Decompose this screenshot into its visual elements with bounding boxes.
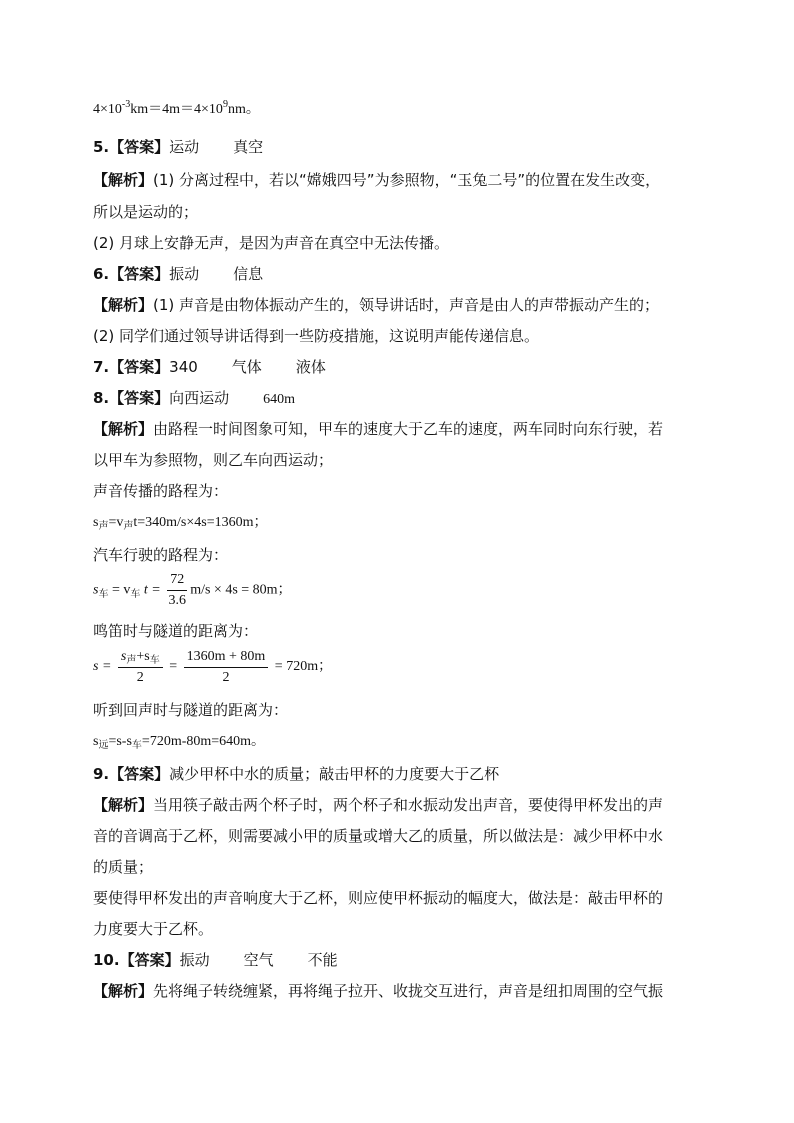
explanation-text: (1) 分离过程中，若以“嫦娥四号”为参照物，“玉兔二号”的位置在发生改变， [153, 171, 661, 189]
q6-answer-line [93, 264, 263, 284]
answer-text: 运动 [169, 138, 200, 156]
formula-subscript: 远 [98, 740, 109, 751]
explanation-text: 音的音调高于乙杯，则需要减小甲的质量或增大乙的质量，所以做法是：减少甲杯中水 [93, 827, 664, 845]
q5-explanation-line [93, 170, 660, 190]
q8-explanation-line [93, 545, 228, 565]
q8-explanation-line [93, 450, 333, 470]
explanation-tag: 【解析】 [93, 420, 154, 438]
formula-text: = [165, 659, 181, 675]
explanation-tag: 【解析】 [93, 296, 154, 314]
formula-sound-distance [93, 513, 268, 534]
text: 4×10 [93, 102, 122, 117]
q5-answer-line [93, 137, 263, 157]
explanation-text: 力度要大于乙杯。 [93, 920, 214, 938]
fraction-numerator [118, 648, 163, 668]
answer-text: 640m [263, 392, 296, 407]
explanation-text: (2) 同学们通过领导讲话得到一些防疫措施，这说明声能传递信息。 [93, 327, 540, 345]
explanation-text: 所以是运动的； [93, 203, 199, 221]
q9-explanation-line [93, 857, 153, 877]
formula-text: s [93, 734, 99, 749]
formula-car-distance [93, 572, 292, 609]
explanation-text: (1) 声音是由物体振动产生的，领导讲话时，声音是由人的声带振动产生的； [153, 296, 660, 314]
q8-explanation-line [93, 621, 258, 641]
question-number: 7. [93, 358, 110, 376]
question-number: 9. [93, 765, 110, 783]
exponent: 9 [222, 99, 228, 110]
formula-subscript: 车 [149, 655, 160, 666]
fraction-numerator: 72 [167, 572, 187, 591]
unit-conversion-line [93, 100, 260, 120]
answer-text: 向西运动 [169, 389, 230, 407]
answer-tag: 【答案】 [109, 358, 170, 376]
formula-text: t = [140, 582, 165, 598]
explanation-tag: 【解析】 [93, 796, 154, 814]
q8-explanation-line [93, 419, 663, 439]
fraction-denominator: 2 [136, 670, 144, 685]
q6-explanation-line [93, 295, 659, 315]
q6-explanation-line [93, 326, 539, 346]
fraction-numerator: 1360m + 80m [184, 649, 269, 668]
formula-subscript: 车 [130, 588, 141, 600]
explanation-text: 鸣笛时与隧道的距离为： [93, 622, 259, 640]
answer-tag: 【答案】 [109, 765, 170, 783]
question-number: 10. [93, 951, 120, 969]
explanation-text: 的质量； [93, 858, 154, 876]
explanation-tag: 【解析】 [93, 171, 154, 189]
q9-explanation-line [93, 826, 663, 846]
answer-text: 真空 [233, 138, 264, 156]
explanation-tag: 【解析】 [93, 982, 154, 1000]
explanation-text: 声音传播的路程为： [93, 482, 229, 500]
answer-tag: 【答案】 [109, 389, 170, 407]
q9-explanation-line [93, 888, 663, 908]
formula-text: =720m-80m=640m。 [141, 734, 266, 749]
formula-honk-distance [93, 648, 332, 686]
fraction [118, 648, 163, 686]
formula-text: s [93, 515, 99, 530]
exponent: -3 [121, 99, 131, 110]
fraction [184, 649, 269, 686]
question-number: 6. [93, 265, 110, 283]
q7-answer-line [93, 357, 326, 377]
answer-text: 空气 [243, 951, 274, 969]
q9-answer-line [93, 764, 499, 784]
q9-explanation-line [93, 795, 663, 815]
formula-text: =v [108, 515, 124, 530]
answer-text: 信息 [233, 265, 264, 283]
explanation-text: 汽车行驶的路程为： [93, 546, 229, 564]
formula-text: s [93, 582, 99, 598]
explanation-text: (2) 月球上安静无声，是因为声音在真空中无法传播。 [93, 234, 450, 252]
answer-text: 不能 [307, 951, 338, 969]
answer-text: 液体 [295, 358, 326, 376]
formula-echo-distance [93, 732, 265, 753]
formula-subscript: 声 [126, 655, 137, 666]
q5-explanation-line [93, 233, 449, 253]
q8-explanation-line [93, 700, 288, 720]
explanation-text: 当用筷子敲击两个杯子时，两个杯子和水振动发出声音，要使得甲杯发出的声 [153, 796, 664, 814]
explanation-text: 先将绳子转绕缠紧，再将绳子拉开、收拢交互进行，声音是纽扣周围的空气振 [153, 982, 664, 1000]
formula-text: t=340m/s×4s=1360m； [133, 515, 268, 530]
formula-text: s [120, 649, 127, 664]
question-number: 5. [93, 138, 110, 156]
fraction-denominator: 2 [222, 669, 230, 685]
formula-text: = 720m； [271, 659, 333, 675]
answer-text: 振动 [179, 951, 210, 969]
text: km＝4m＝4×10 [130, 102, 223, 117]
q5-explanation-line [93, 202, 198, 222]
answer-text: 340 [169, 358, 198, 376]
answer-text: 气体 [231, 358, 262, 376]
q10-explanation-line [93, 981, 663, 1001]
q8-explanation-line [93, 481, 228, 501]
text: nm。 [227, 102, 260, 117]
explanation-text: 以甲车为参照物，则乙车向西运动； [93, 451, 334, 469]
formula-text: m/s × 4s = 80m； [190, 582, 292, 598]
formula-text: = v [108, 582, 131, 598]
q8-answer-line [93, 388, 295, 410]
answer-text: 减少甲杯中水的质量；敲击甲杯的力度要大于乙杯 [169, 765, 500, 783]
fraction [167, 572, 187, 609]
formula-subscript: 声 [98, 521, 109, 532]
formula-text: +s [136, 649, 150, 664]
formula-subscript: 声 [123, 521, 134, 532]
explanation-text: 要使得甲杯发出的声音响度大于乙杯，则应使甲杯振动的幅度大，做法是：敲击甲杯的 [93, 889, 664, 907]
fraction-denominator: 3.6 [168, 593, 186, 608]
answer-tag: 【答案】 [109, 138, 170, 156]
formula-subscript: 车 [98, 588, 109, 600]
answer-tag: 【答案】 [109, 265, 170, 283]
explanation-text: 听到回声时与隧道的距离为： [93, 701, 289, 719]
formula-subscript: 车 [131, 740, 142, 751]
q9-explanation-line [93, 919, 213, 939]
formula-text: =s-s [108, 734, 132, 749]
formula-text: s = [93, 659, 115, 675]
question-number: 8. [93, 389, 110, 407]
explanation-text: 由路程一时间图象可知，甲车的速度大于乙车的速度，两车同时向东行驶，若 [153, 420, 664, 438]
answer-tag: 【答案】 [119, 951, 180, 969]
answer-text: 振动 [169, 265, 200, 283]
q10-answer-line [93, 950, 338, 970]
